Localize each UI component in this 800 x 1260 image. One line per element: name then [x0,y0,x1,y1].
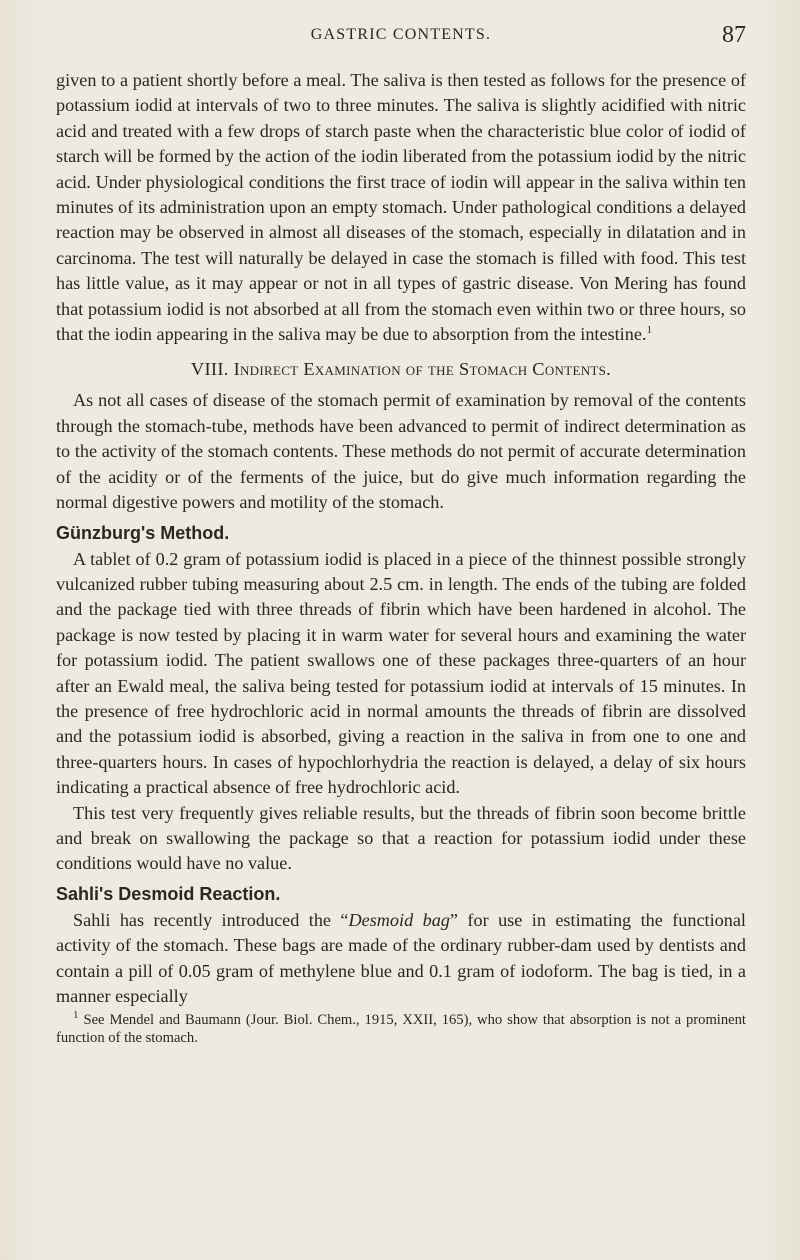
paragraph-iodid-test [56,68,746,347]
section-title: Indirect Examination of the Stomach Contents. [233,359,612,380]
paragraph-gunzburg-reliability: This test very frequently gives reliable results, but the threads of fibrin soon become brittle and break on swallowing the package so that a reaction for potassium iodid under these conditions would have no value. [56,802,746,874]
paragraph-indirect-intro: As not all cases of disease of the stomach permit of examination by removal of the contents through the stomach-tube, methods have been advanced to permit of indirect determination as to the activity of the stomach contents. These methods do not permit of accurate determination of the acidity or of the ferments of the juice, but do give much information regarding the normal digestive powers and motility of the stomach. [56,390,746,513]
subheading-sahli: Sahli's Desmoid Reaction. [56,883,281,904]
page-body [56,68,746,1047]
footnote-marker: 1 [73,1009,79,1022]
emphasis-desmoid-bag: Desmoid bag [348,909,450,930]
paragraph-text: given to a patient shortly before a meal. The saliva is then tested as follows for the presence of potassium iodid at intervals of two to three minutes. The saliva is slightly acidified with nitric acid and treated with a few drops of starch paste when the characteristic blue color of iodid of starch will be formed by the action of the iodin liberated from the potassium iodid by the nitric acid. Under physiological conditions the first trace of iodin will appear in the saliva within ten minutes of its administration upon an empty stomach. Under pathological conditions a delayed reaction may be observed in almost all diseases of the stomach, especially in dilatation and in carcinoma. The test will naturally be delayed in case the stomach is filled with food. This test has little value, as it may appear or not in all types of gastric disease. Von Mering has found that potassium iodid is not absorbed at all from the stomach even within two or three hours, so that the iodin appearing in the saliva may be due to absorption from the intestine. [56,70,746,345]
page-header [56,22,746,52]
footnote-body: See Mendel and Baumann (Jour. Biol. Chem., 1915, XXII, 165), who show that absorption is not a prominent function of the stomach. [56,1012,746,1047]
footnote-reference: 1 [646,324,652,336]
paragraph-text: Sahli has recently introduced the “ [73,909,349,930]
page-number: 87 [722,22,746,48]
paragraph-sahli-desmoid [56,908,746,1010]
paragraph-text: ” for use in estimating the functional activity of the stomach. These bags are made of the ordinary rubber-dam used by dentists and contain a pill of 0.05 gram of methylene blue and 0.1 gram of iodoform. The bag is tied, in a manner especially [56,909,746,1006]
running-head: GASTRIC CONTENTS. [310,26,492,43]
footnote [56,1011,746,1047]
section-number: VIII. [190,359,229,380]
subheading-gunzburg: Günzburg's Method. [56,522,230,543]
paragraph-gunzburg-method: A tablet of 0.2 gram of potassium iodid is placed in a piece of the thinnest possible strongly vulcanized rubber tubing measuring about 2.5 cm. in length. The ends of the tubing are folded and the package tied with three threads of fibrin which have been hardened in alcohol. The package is now tested by placing it in warm water for several hours and examining the water for potassium iodid. The patient swallows one of these packages three-quarters of an hour after an Ewald meal, the saliva being tested for potassium iodid at intervals of 15 minutes. In the presence of free hydrochloric acid in normal amounts the threads of fibrin are dissolved and the potassium iodid is absorbed, giving a reaction in the saliva in from one to one and three-quarters hours. In cases of hypochlorhydria the reaction is delayed, a delay of six hours indicating a practical absence of free hydrochloric acid. [56,548,746,798]
section-heading [56,357,746,382]
footnote-text [56,1011,746,1047]
